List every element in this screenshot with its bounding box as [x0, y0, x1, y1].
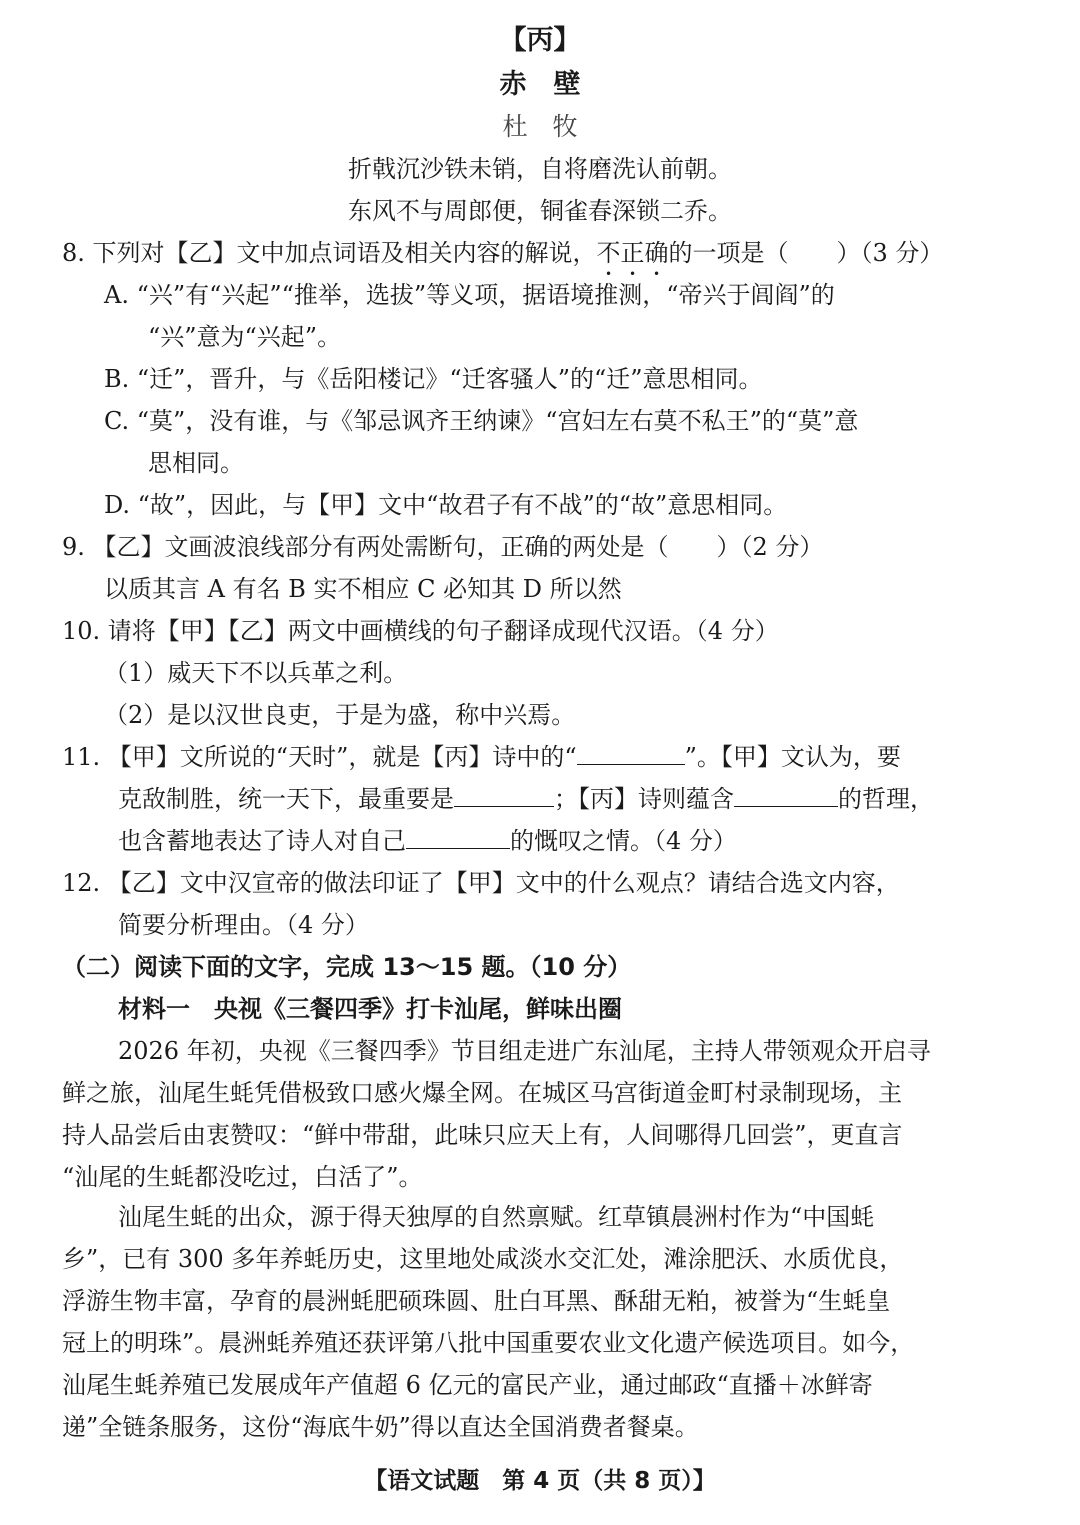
- q8-option-a-line1: A. “兴”有“兴起”“推举，选拔”等义项，据语境推测，“帝兴于闾阎”的: [104, 281, 835, 309]
- q8-option-c-line2: 思相同。: [148, 449, 244, 477]
- q10-stem: 10. 请将【甲】【乙】两文中画横线的句子翻译成现代汉语。（4 分）: [62, 617, 779, 645]
- paragraph-2-line: 汕尾生蚝的出众，源于得天独厚的自然禀赋。红草镇晨洲村作为“中国蚝: [118, 1203, 875, 1231]
- paragraph-2-line: 汕尾生蚝养殖已发展成年产值超 6 亿元的富民产业，通过邮政“直播＋冰鲜寄: [62, 1371, 873, 1399]
- q11-l2-text-a: 克敌制胜，统一天下，最重要是: [118, 785, 454, 813]
- emphasis-char: 确: [644, 239, 669, 267]
- q11-l2-text-c: 的哲理，: [838, 785, 934, 813]
- paragraph-1-line: 2026 年初，央视《三餐四季》节目组走进广东汕尾，主持人带领观众开启寻: [118, 1037, 931, 1065]
- q9-text: 以质其言 A 有名 B 实不相应 C 必知其 D 所以然: [104, 575, 622, 603]
- q11-line-3: [118, 824, 737, 858]
- paragraph-1-line: “汕尾的生蚝都没吃过，白活了”。: [62, 1163, 423, 1191]
- page-footer: 【语文试题 第 4 页（共 8 页）】: [364, 1468, 716, 1494]
- q8-stem: [62, 236, 943, 270]
- q12-line-2: 简要分析理由。（4 分）: [118, 911, 369, 939]
- answer-blank-4[interactable]: [406, 824, 510, 849]
- q9-stem: 9. 【乙】文画波浪线部分有两处需断句，正确的两处是（ ）（2 分）: [62, 533, 824, 561]
- q11-l3-text-a: 也含蓄地表达了诗人对自己: [118, 827, 406, 855]
- q11-l2-text-b: ；【丙】诗则蕴含: [554, 785, 734, 813]
- q8-option-c-line1: C. “莫”，没有谁，与《邹忌讽齐王纳谏》“宫妇左右莫不私王”的“莫”意: [104, 407, 859, 435]
- q8-option-d: D. “故”，因此，与【甲】文中“故君子有不战”的“故”意思相同。: [104, 491, 788, 519]
- q8-stem-part-a: 8. 下列对【乙】文中加点词语及相关内容的解说，: [62, 239, 597, 267]
- answer-blank-3[interactable]: [734, 782, 838, 807]
- q10-sentence-1: （1）威天下不以兵革之利。: [104, 659, 408, 687]
- answer-blank-1[interactable]: [577, 740, 685, 765]
- q11-l1-text-b: ”。【甲】文认为，要: [684, 743, 901, 771]
- part2-heading: （二）阅读下面的文字，完成 13～15 题。（10 分）: [62, 953, 632, 981]
- paragraph-1-line: 鲜之旅，汕尾生蚝凭借极致口感火爆全网。在城区马宫街道金町村录制现场，主: [62, 1079, 902, 1107]
- answer-blank-2[interactable]: [454, 782, 554, 807]
- paragraph-2-line: 冠上的明珠”。晨洲蚝养殖还获评第八批中国重要农业文化遗产候选项目。如今，: [62, 1329, 915, 1357]
- emphasis-char: 不: [596, 239, 621, 267]
- q8-option-a-line2: “兴”意为“兴起”。: [148, 323, 342, 351]
- poem-author: 杜 牧: [502, 112, 578, 141]
- q11-l3-text-b: 的慨叹之情。（4 分）: [510, 827, 737, 855]
- paragraph-2-line: 乡”，已有 300 多年养蚝历史，这里地处咸淡水交汇处，滩涂肥沃、水质优良，: [62, 1245, 904, 1273]
- paragraph-2-line: 浮游生物丰富，孕育的晨洲蚝肥硕珠圆、肚白耳黑、酥甜无粕，被誉为“生蚝皇: [62, 1287, 891, 1315]
- q8-stem-part-b: 的一项是（ ）（3 分）: [668, 239, 944, 267]
- material-1-title: 材料一 央视《三餐四季》打卡汕尾，鲜味出圈: [118, 995, 622, 1023]
- q8-option-b: B. “迁”，晋升，与《岳阳楼记》“迁客骚人”的“迁”意思相同。: [104, 365, 763, 393]
- poem-line-1: 折戟沉沙铁未销，自将磨洗认前朝。: [348, 155, 732, 183]
- q11-line-1: [62, 740, 901, 774]
- q11-l1-text-a: 11. 【甲】文所说的“天时”，就是【丙】诗中的“: [62, 743, 577, 771]
- section-label: 【丙】: [499, 25, 581, 56]
- poem-title: 赤 壁: [499, 69, 581, 100]
- q12-line-1: 12. 【乙】文中汉宣帝的做法印证了【甲】文中的什么观点？请结合选文内容，: [62, 869, 900, 897]
- q8-emphasized-text: [597, 239, 669, 267]
- poem-line-2: 东风不与周郎便，铜雀春深锁二乔。: [348, 197, 732, 225]
- q10-sentence-2: （2）是以汉世良吏，于是为盛，称中兴焉。: [104, 701, 576, 729]
- emphasis-char: 正: [620, 239, 645, 267]
- paragraph-1-line: 持人品尝后由衷赞叹：“鲜中带甜，此味只应天上有，人间哪得几回尝”，更直言: [62, 1121, 903, 1149]
- paragraph-2-line: 递”全链条服务，这份“海底牛奶”得以直达全国消费者餐桌。: [62, 1413, 699, 1441]
- q11-line-2: [118, 782, 934, 816]
